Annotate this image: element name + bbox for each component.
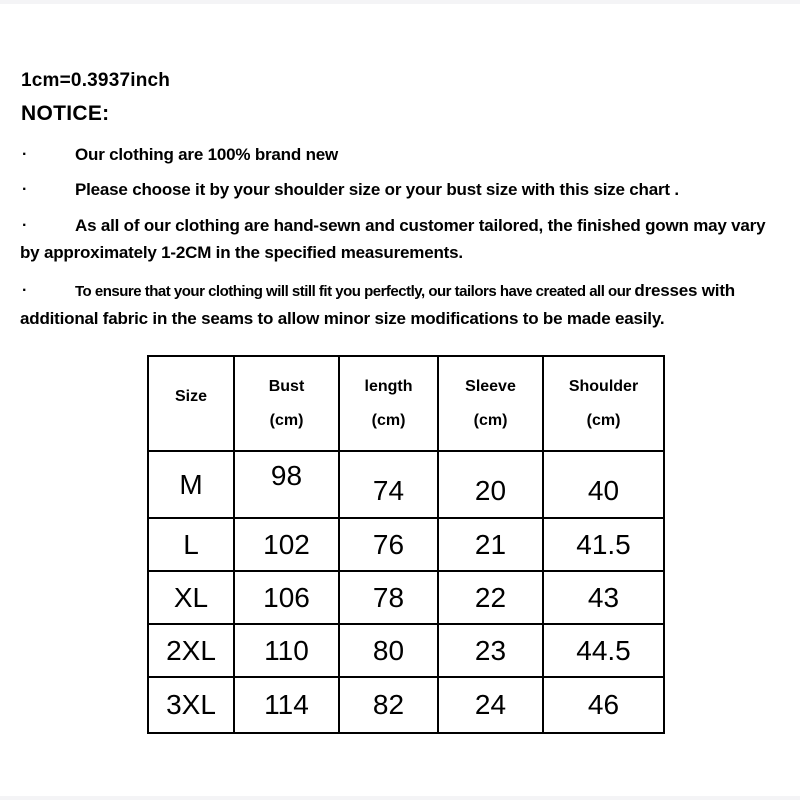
cell-length: 80: [339, 624, 438, 677]
size-row-l: [148, 518, 664, 571]
bullet-dot: ·: [22, 146, 28, 163]
cell-size: 2XL: [148, 624, 234, 677]
bullet-dot: ·: [22, 217, 28, 234]
cell-shoulder: 46: [543, 677, 664, 733]
notice-bullet-2-text: Please choose it by your shoulder size or your bust size with this size chart .: [75, 180, 679, 199]
size-chart-table: [147, 355, 665, 734]
cell-sleeve: 23: [438, 624, 543, 677]
cell-length: 78: [339, 571, 438, 624]
cell-bust: 102: [234, 518, 339, 571]
column-header-shoulder: [543, 356, 664, 451]
bullet-dot: ·: [22, 181, 28, 198]
column-header-sleeve-unit: (cm): [473, 412, 508, 429]
bottom-edge-strip: [0, 796, 800, 800]
notice-bullet-4-text: dresses with additional fabric in the seams to allow minor size modifications to be made easily.: [20, 281, 735, 328]
column-header-size-label: Size: [174, 387, 207, 405]
size-row-xl: [148, 571, 664, 624]
column-header-shoulder-unit: (cm): [586, 412, 621, 429]
cell-length: 74: [339, 451, 438, 518]
cell-bust: 114: [234, 677, 339, 733]
column-header-length-unit: (cm): [371, 412, 406, 429]
notice-bullet-4-intro: To ensure that your clothing will still fit you perfectly, our tailors have created all our: [75, 283, 635, 300]
cell-shoulder: 44.5: [543, 624, 664, 677]
size-chart-header-row: [148, 356, 664, 451]
cell-size: M: [148, 451, 234, 518]
cell-sleeve: 22: [438, 571, 543, 624]
cell-length: 82: [339, 677, 438, 733]
column-header-length-label: length: [364, 378, 413, 395]
notice-bullet-3-text: As all of our clothing are hand-sewn and customer tailored, the finished gown may vary by approximately 1-2CM in the specified measurements.: [20, 216, 766, 262]
size-row-3xl: [148, 677, 664, 733]
cell-sleeve: 21: [438, 518, 543, 571]
conversion-note: 1cm=0.3937inch: [21, 70, 171, 91]
cell-bust: 98: [234, 451, 339, 518]
size-row-m: [148, 451, 664, 518]
column-header-length: [339, 356, 438, 451]
cell-size: 3XL: [148, 677, 234, 733]
column-header-bust-unit: (cm): [269, 412, 304, 429]
column-header-sleeve: [438, 356, 543, 451]
notice-bullet-1: [20, 141, 782, 168]
cell-shoulder: 41.5: [543, 518, 664, 571]
cell-sleeve: 24: [438, 677, 543, 733]
cell-bust: 110: [234, 624, 339, 677]
notice-title: NOTICE:: [21, 102, 110, 125]
top-edge-strip: [0, 0, 800, 4]
column-header-shoulder-label: Shoulder: [568, 378, 639, 395]
notice-bullet-3: [20, 212, 782, 266]
notice-bullet-2: [20, 176, 782, 203]
column-header-bust-label: Bust: [268, 378, 305, 395]
notice-bullet-4: [20, 277, 782, 332]
cell-length: 76: [339, 518, 438, 571]
cell-size: XL: [148, 571, 234, 624]
cell-sleeve: 20: [438, 451, 543, 518]
cell-shoulder: 43: [543, 571, 664, 624]
notice-bullet-1-text: Our clothing are 100% brand new: [75, 145, 339, 164]
size-row-2xl: [148, 624, 664, 677]
column-header-bust: [234, 356, 339, 451]
column-header-sleeve-label: Sleeve: [465, 378, 516, 395]
column-header-size: [148, 356, 234, 451]
cell-size: L: [148, 518, 234, 571]
cell-bust: 106: [234, 571, 339, 624]
cell-shoulder: 40: [543, 451, 664, 518]
bullet-dot: ·: [22, 282, 28, 299]
